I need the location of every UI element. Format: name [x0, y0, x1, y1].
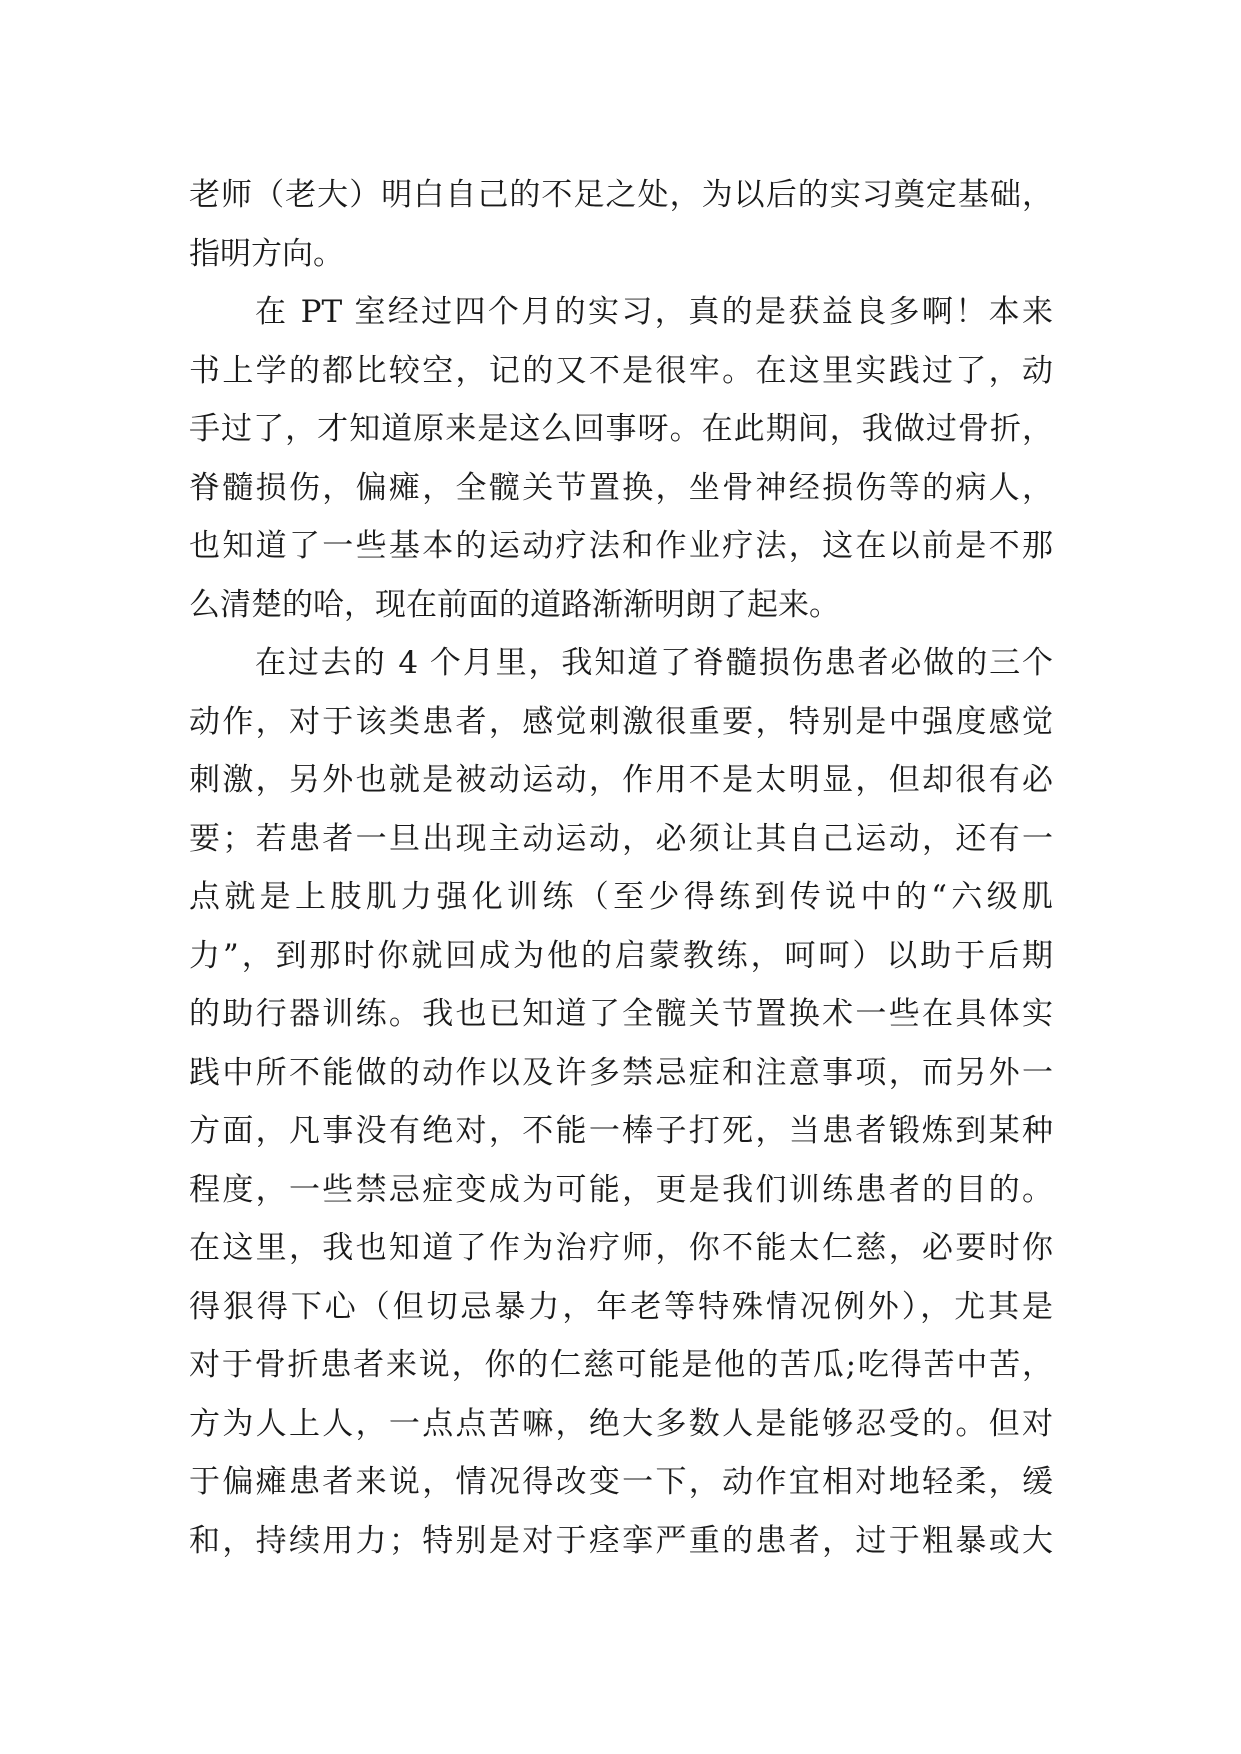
text-line: 点就是上肢肌力强化训练（至少得练到传说中的“六级肌: [189, 879, 1053, 915]
text-line: 也知道了一些基本的运动疗法和作业疗法，这在以前是不那: [189, 528, 1053, 564]
text-line: 在这里，我也知道了作为治疗师，你不能太仁慈，必要时你: [189, 1230, 1053, 1266]
text-line: 程度，一些禁忌症变成为可能，更是我们训练患者的目的。: [189, 1171, 1053, 1208]
paragraph-first-line: 在过去的 4 个月里，我知道了脊髓损伤患者必做的三个: [255, 645, 1053, 681]
text-line: 力”，到那时你就回成为他的启蒙教练，呵呵）以助于后期: [189, 937, 1053, 974]
text-line: 刺激，另外也就是被动运动，作用不是太明显，但却很有必: [189, 762, 1053, 798]
text-line: 要；若患者一旦出现主动运动，必须让其自己运动，还有一: [189, 820, 1053, 857]
text-line: 脊髓损伤，偏瘫，全髋关节置换，坐骨神经损伤等的病人，: [189, 469, 1053, 506]
text-line: 得狠得下心（但切忌暴力，年老等特殊情况例外），尤其是: [189, 1288, 1053, 1325]
text-line: 手过了，才知道原来是这么回事呀。在此期间，我做过骨折，: [189, 411, 1053, 447]
body-text: [189, 166, 1053, 1570]
paragraph-first-line: 在 PT 室经过四个月的实习，真的是获益良多啊！本来: [255, 294, 1053, 330]
text-line: 践中所不能做的动作以及许多禁忌症和注意事项，而另外一: [189, 1054, 1053, 1091]
text-line: 对于骨折患者来说，你的仁慈可能是他的苦瓜;吃得苦中苦，: [189, 1347, 1053, 1383]
text-line: 的助行器训练。我也已知道了全髋关节置换术一些在具体实: [189, 996, 1053, 1032]
text-line: 方为人上人，一点点苦嘛，绝大多数人是能够忍受的。但对: [189, 1405, 1053, 1442]
text-line: 于偏瘫患者来说，情况得改变一下，动作宜相对地轻柔，缓: [189, 1464, 1053, 1500]
text-line: 书上学的都比较空，记的又不是很牢。在这里实践过了，动: [189, 352, 1053, 389]
text-line: 指明方向。: [189, 235, 344, 272]
text-line: 老师（老大）明白自己的不足之处，为以后的实习奠定基础，: [189, 177, 1053, 213]
text-line: 和，持续用力；特别是对于痉挛严重的患者，过于粗暴或大: [189, 1522, 1053, 1559]
text-line: 么清楚的哈，现在前面的道路渐渐明朗了起来。: [189, 586, 840, 623]
text-line: 方面，凡事没有绝对，不能一棒子打死，当患者锻炼到某种: [189, 1113, 1053, 1149]
text-line: 动作，对于该类患者，感觉刺激很重要，特别是中强度感觉: [189, 703, 1053, 740]
